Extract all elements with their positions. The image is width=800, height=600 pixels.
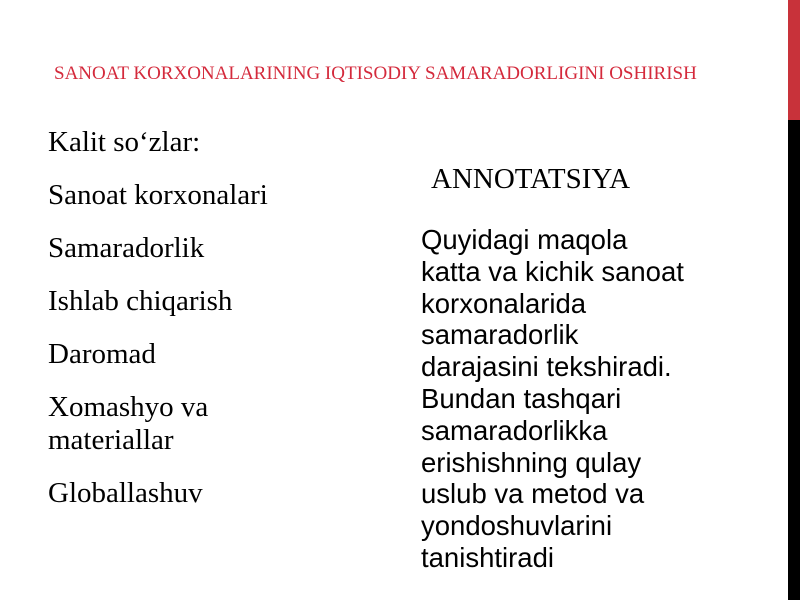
annotation-line: tanishtiradi bbox=[421, 541, 554, 573]
annotation-line: katta va kichik sanoat bbox=[421, 255, 684, 287]
annotation-line: samaradorlikka bbox=[421, 414, 608, 446]
annotation-line: darajasini tekshiradi. bbox=[421, 351, 672, 383]
keyword-item: Samaradorlik bbox=[48, 232, 205, 264]
keyword-item: Xomashyo va materiallar bbox=[48, 391, 209, 456]
slide-title: SANOAT KORXONALARINING IQTISODIY SAMARADORLIGINI OSHIRISH bbox=[54, 63, 697, 84]
annotation-line: yondoshuvlarini bbox=[421, 510, 613, 542]
annotation-line: samaradorlik bbox=[421, 319, 579, 351]
annotation-body bbox=[421, 224, 741, 574]
accent-bar-top bbox=[788, 0, 800, 120]
keyword-item: Daromad bbox=[48, 338, 156, 370]
annotation-heading: ANNOTATSIYA bbox=[431, 163, 631, 195]
annotation-line: erishishning qulay bbox=[421, 446, 642, 478]
keyword-item: Globallashuv bbox=[48, 477, 203, 509]
annotation-line: uslub va metod va bbox=[421, 478, 645, 510]
keyword-item: Sanoat korxonalari bbox=[48, 179, 268, 211]
keywords-list bbox=[48, 126, 378, 530]
keyword-item: Ishlab chiqarish bbox=[48, 285, 233, 317]
accent-bar-bottom bbox=[788, 120, 800, 600]
keywords-heading: Kalit so‘zlar: bbox=[48, 126, 201, 158]
annotation-line: Quyidagi maqola bbox=[421, 224, 628, 255]
annotation-line: Bundan tashqari bbox=[421, 382, 622, 414]
annotation-line: korxonalarida bbox=[421, 287, 587, 319]
